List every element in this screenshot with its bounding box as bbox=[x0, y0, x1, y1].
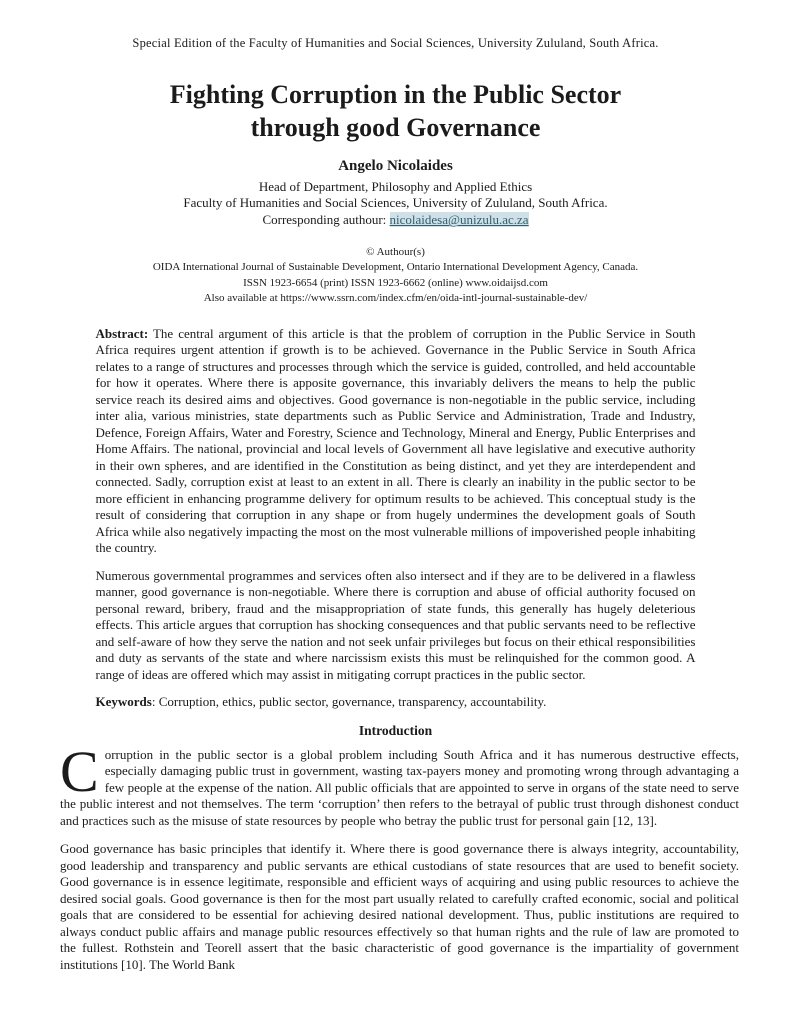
dropcap-letter: C bbox=[60, 738, 99, 804]
keywords-line bbox=[96, 694, 696, 711]
introduction-heading: Introduction bbox=[358, 722, 433, 738]
keywords-label: Keywords bbox=[95, 694, 152, 710]
author-name: Angelo Nicolaides bbox=[338, 158, 453, 174]
availability-line: Also available at https://www.ssrn.com/index.cfm/en/oida-intl-journal-sustainable-dev/ bbox=[203, 291, 588, 304]
introduction-paragraph-1 bbox=[60, 738, 739, 830]
abstract-paragraph-1 bbox=[96, 326, 696, 557]
corresponding-line bbox=[0, 212, 791, 229]
corresponding-label: Corresponding authour: bbox=[262, 212, 390, 228]
journal-line: OIDA International Journal of Sustainable Development, Ontario International Development Agency, Canada. bbox=[152, 261, 639, 274]
issn-line: ISSN 1923-6654 (print) ISSN 1923-6662 (online) www.oidaijsd.com bbox=[243, 276, 548, 289]
running-head: Special Edition of the Faculty of Humanities and Social Sciences, University Zululand, South Africa. bbox=[132, 36, 659, 50]
author-role: Head of Department, Philosophy and Applied Ethics bbox=[258, 178, 533, 194]
article-title-line1: Fighting Corruption in the Public Sector bbox=[169, 80, 622, 109]
introduction-section bbox=[60, 738, 739, 974]
introduction-paragraph-1-text: orruption in the public sector is a global problem including South Africa and it has numerous destructive effects, especially damaging public trust in government, wasting tax-payers money and promoting wrong through advantaging a few people at the expense of the nation. All public officials that are appointed to serve in organs of the state need to serve the public interest and not themselves. The term ‘corruption’ then refers to the betrayal of public trust through dishonest conduct and practices such as the misuse of state resources by people who betray the public trust for personal gain [12, 13]. bbox=[60, 746, 739, 828]
copyright-line: © Authour(s) bbox=[366, 246, 425, 259]
article-title bbox=[0, 79, 791, 144]
keywords-text: : Corruption, ethics, public sector, governance, transparency, accountability. bbox=[151, 694, 547, 710]
publisher-block bbox=[0, 245, 791, 306]
introduction-paragraph-2: Good governance has basic principles that identify it. Where there is good governance there is always integrity, accountability, good leadership and transparency and public servants are ethical custodians of state resources that are used to benefit society. Good governance is in essence legitimate, responsible and efficient ways of acquiring and using public resources to achieve the desired social goals. Good governance is then for the most part usually related to carefully crafted economic, social and political goals that are considered to be essential for achieving desired national development. Thus, public institutions are required to always conduct public affairs and manage public resources effectively so that human rights and the rule of law are promoted to the fullest. Rothstein and Teorell assert that the basic characteristic of good governance is the impartiality of government institutions [10]. The World Bank bbox=[60, 841, 739, 972]
abstract-paragraph-2: Numerous governmental programmes and services often also intersect and if they are to be delivered in a flawless manner, good governance is non-negotiable. Where there is corruption and abuse of official authority focused on personal reward, bribery, fraud and the misappropriation of state funds, this generally has hugely deleterious effects. This article argues that corruption has shocking consequences and that public servants need to be reflective and self-aware of how they serve the nation and not seek unfair privileges but focus on their ethical responsibilities and duty as servants of the state and where narcissism exists this must be relinquished for the common good. A range of ideas are offered which may assist in mitigating corrupt practices in the public sector. bbox=[95, 567, 696, 682]
author-block bbox=[0, 157, 791, 229]
abstract-label: Abstract: bbox=[95, 325, 149, 341]
corresponding-email-link[interactable]: nicolaidesa@unizulu.ac.za bbox=[389, 212, 529, 228]
abstract-paragraph-1-text: The central argument of this article is that the problem of corruption in the Public Service in South Africa requires urgent attention if growth is to be achieved. Governance in the Public Service in South Africa relates to a range of structures and processes through which the service is guided, controlled, and held accountable for how it operates. Where there is apposite governance, this invariably delivers the means to help the public service reach its desired aims and objectives. Good governance is non-negotiable in the public service, including inter alia, various ministries, state departments such as Public Service and Administration, Trade and Industry, Defence, Foreign Affairs, Water and Forestry, Science and Technology, Mineral and Energy, Public Enterprises and Home Affairs. The national, provincial and local levels of Government all have legislative and executive authority in their own spheres, and are identified in the Constitution as being distinct, and yet they are interdependent and connected. Sadly, corruption exist at least to an extent in all. There is clearly an inability in the public sector to be more efficient in enhancing programme delivery for optimum results to be achieved. This conceptual study is the result of considering that corruption in any shape or from hugely undermines the development goals of South Africa while also negatively impacting the most on the most vulnerable millions of impoverished people inhabiting the country. bbox=[95, 325, 696, 556]
abstract-section bbox=[96, 326, 696, 684]
article-title-line2: through good Governance bbox=[250, 112, 541, 142]
author-affiliation: Faculty of Humanities and Social Sciences, University of Zululand, South Africa. bbox=[183, 195, 608, 211]
